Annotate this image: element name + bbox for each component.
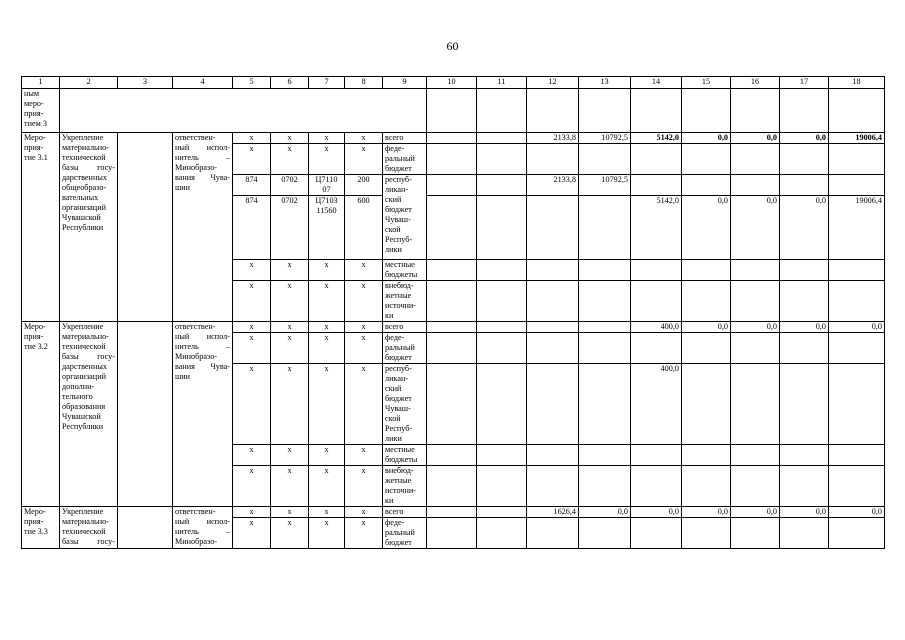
cell-csr: Ц7110 07	[309, 175, 345, 196]
cell-grbs: x	[233, 518, 271, 549]
cell-value: 1626,4	[527, 507, 579, 518]
header-cell: 9	[383, 77, 427, 89]
header-cell: 15	[682, 77, 731, 89]
header-cell: 12	[527, 77, 579, 89]
cell-grbs: x	[233, 333, 271, 364]
cell-value: 5142,0	[631, 133, 682, 144]
measure-name: Меро- прия- тие 3.1	[22, 133, 60, 322]
table-row	[22, 322, 885, 333]
cell-value: 400,0	[631, 364, 682, 445]
cell-source: феде- ральный бюджет	[383, 518, 427, 549]
measure-name: Меро- прия- тие 3.2	[22, 322, 60, 507]
measure-title: Укрепление материально- технической базы госу- дарственных организаций дополни- тельного образования Чувашской Республики	[60, 322, 118, 507]
cell-rzpr: x	[271, 364, 309, 445]
cell-grbs: x	[233, 364, 271, 445]
cell-value: 0,0	[631, 507, 682, 518]
cell-source: всего	[383, 133, 427, 144]
cell-grbs: 874	[233, 175, 271, 196]
cell-vr: 600	[345, 196, 383, 260]
cell-rzpr: x	[271, 281, 309, 322]
cell-rzpr: x	[271, 507, 309, 518]
cell-csr: x	[309, 466, 345, 507]
cell-value: 2133,8	[527, 133, 579, 144]
cell-grbs: x	[233, 133, 271, 144]
cell-source: феде- ральный бюджет	[383, 144, 427, 175]
cell-rzpr: x	[271, 133, 309, 144]
cell-vr: x	[345, 333, 383, 364]
cell-value: 0,0	[682, 196, 731, 260]
cell-vr: x	[345, 322, 383, 333]
cell-vr: x	[345, 144, 383, 175]
cell-csr: x	[309, 364, 345, 445]
measure-name: Меро- прия- тие 3.3	[22, 507, 60, 549]
cell-vr: x	[345, 445, 383, 466]
cell-vr: x	[345, 466, 383, 507]
cell-grbs: x	[233, 144, 271, 175]
cell-rzpr: x	[271, 445, 309, 466]
cell-value: 19006,4	[829, 133, 885, 144]
cell-source: феде- ральный бюджет	[383, 333, 427, 364]
cell-value: 0,0	[579, 507, 631, 518]
cell-value: 0,0	[682, 322, 731, 333]
cell-grbs: x	[233, 281, 271, 322]
cell-value: 0,0	[780, 196, 829, 260]
cell-source: местные бюджеты	[383, 445, 427, 466]
cell-rzpr: x	[271, 260, 309, 281]
table-row	[22, 89, 885, 133]
measure-title: Укрепление материально- технической базы госу- дарственных общеобразо- вательных организаций Чувашской Республики	[60, 133, 118, 322]
cell-value: 0,0	[682, 507, 731, 518]
cell-value: 0,0	[731, 196, 780, 260]
cell-rzpr: 0702	[271, 196, 309, 260]
cell-source: внебюд- жетные источни- ки	[383, 466, 427, 507]
cell-rzpr: 0702	[271, 175, 309, 196]
cell-value: 0,0	[682, 133, 731, 144]
header-cell: 14	[631, 77, 682, 89]
header-cell: 4	[173, 77, 233, 89]
cell-csr: x	[309, 260, 345, 281]
measure-executor: ответствен- ный испол- нитель – Минобразо-	[173, 507, 233, 549]
cell-source: респуб- ликан- ский бюджет Чуваш- ской Респуб- лики	[383, 364, 427, 445]
cell-grbs: x	[233, 507, 271, 518]
continuation-text: ным меро- прия- тием 3	[22, 89, 60, 133]
cell-value: 2133,8	[527, 175, 579, 196]
cell-source: внебюд- жетные источни- ки	[383, 281, 427, 322]
header-cell: 2	[60, 77, 118, 89]
measure-executor: ответствен- ный испол- нитель – Минобразо- вания Чува- шии	[173, 322, 233, 507]
header-cell: 17	[780, 77, 829, 89]
cell-grbs: 874	[233, 196, 271, 260]
cell-rzpr: x	[271, 322, 309, 333]
cell-value: 0,0	[829, 322, 885, 333]
cell-csr: x	[309, 281, 345, 322]
header-cell: 1	[22, 77, 60, 89]
cell-value: 5142,0	[631, 196, 682, 260]
header-cell: 7	[309, 77, 345, 89]
header-cell: 16	[731, 77, 780, 89]
cell-source: всего	[383, 322, 427, 333]
cell-source: всего	[383, 507, 427, 518]
header-cell: 10	[427, 77, 477, 89]
table-row	[22, 507, 885, 518]
cell-vr: x	[345, 518, 383, 549]
page-number: 60	[446, 39, 459, 53]
cell-vr: x	[345, 260, 383, 281]
cell-grbs: x	[233, 445, 271, 466]
cell-value: 19006,4	[829, 196, 885, 260]
cell-vr: x	[345, 133, 383, 144]
cell-vr: x	[345, 281, 383, 322]
header-cell: 11	[477, 77, 527, 89]
cell-rzpr: x	[271, 333, 309, 364]
cell-rzpr: x	[271, 466, 309, 507]
header-cell: 8	[345, 77, 383, 89]
cell-csr: x	[309, 144, 345, 175]
cell-grbs: x	[233, 260, 271, 281]
cell-value: 0,0	[731, 507, 780, 518]
cell-grbs: x	[233, 466, 271, 507]
cell-rzpr: x	[271, 144, 309, 175]
cell-value: 400,0	[631, 322, 682, 333]
cell-csr: x	[309, 445, 345, 466]
cell-value: 10792,5	[579, 175, 631, 196]
cell-value: 0,0	[829, 507, 885, 518]
cell-csr: x	[309, 507, 345, 518]
cell-value: 0,0	[780, 322, 829, 333]
cell-vr: 200	[345, 175, 383, 196]
header-cell: 13	[579, 77, 631, 89]
cell-value: 10792,5	[579, 133, 631, 144]
cell-value: 0,0	[731, 322, 780, 333]
header-cell: 3	[118, 77, 173, 89]
cell-value: 0,0	[780, 133, 829, 144]
header-cell: 5	[233, 77, 271, 89]
cell-csr: x	[309, 322, 345, 333]
cell-csr: x	[309, 133, 345, 144]
cell-source: местные бюджеты	[383, 260, 427, 281]
table-row	[22, 133, 885, 144]
measure-title: Укрепление материально- технической базы госу-	[60, 507, 118, 549]
cell-vr: x	[345, 364, 383, 445]
measure-executor: ответствен- ный испол- нитель – Минобразо- вания Чува- шии	[173, 133, 233, 322]
budget-table	[21, 76, 885, 549]
cell-value: 0,0	[780, 507, 829, 518]
cell-csr: x	[309, 333, 345, 364]
header-cell: 6	[271, 77, 309, 89]
cell-csr: x	[309, 518, 345, 549]
header-cell: 18	[829, 77, 885, 89]
cell-source: респуб- ликан- ский бюджет Чуваш- ской Респуб- лики	[383, 175, 427, 260]
cell-rzpr: x	[271, 518, 309, 549]
header-row	[22, 77, 885, 89]
cell-csr: Ц7103 11560	[309, 196, 345, 260]
cell-vr: x	[345, 507, 383, 518]
cell-value: 0,0	[731, 133, 780, 144]
cell-grbs: x	[233, 322, 271, 333]
